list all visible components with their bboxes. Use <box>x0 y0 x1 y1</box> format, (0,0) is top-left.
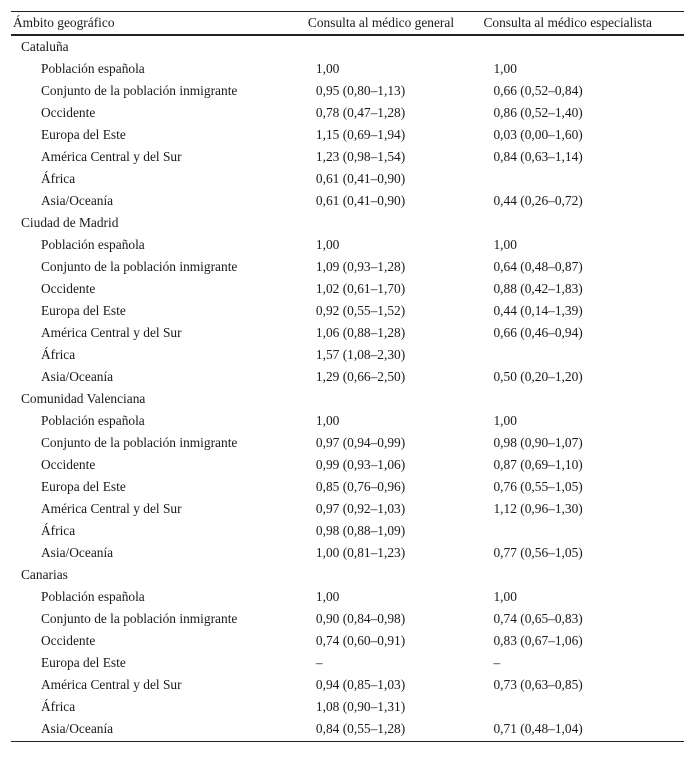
especialista-value: – <box>493 655 501 670</box>
especialista-value <box>483 696 684 718</box>
table-row <box>11 718 684 742</box>
especialista-value: 0,03 (0,00–1,60) <box>493 127 583 142</box>
table-row <box>11 278 684 300</box>
general-value: 1,00 <box>315 589 340 604</box>
results-table <box>11 11 684 742</box>
general-value: 1,23 (0,98–1,54) <box>315 149 406 164</box>
especialista-value: 0,64 (0,48–0,87) <box>493 259 583 274</box>
general-value: – <box>315 655 323 670</box>
especialista-value: 0,87 (0,69–1,10) <box>493 457 583 472</box>
general-value: 0,97 (0,94–0,99) <box>315 435 406 450</box>
general-value: 1,29 (0,66–2,50) <box>315 369 406 384</box>
general-value: 1,02 (0,61–1,70) <box>315 281 406 296</box>
table-row <box>11 234 684 256</box>
general-value: 0,84 (0,55–1,28) <box>315 721 406 736</box>
especialista-value <box>483 344 684 366</box>
region-row <box>11 388 684 410</box>
especialista-value: 0,84 (0,63–1,14) <box>493 149 583 164</box>
row-label: América Central y del Sur <box>41 149 182 164</box>
row-label: Asia/Oceanía <box>41 721 114 736</box>
general-value: 1,00 <box>315 237 340 252</box>
general-value: 1,00 (0,81–1,23) <box>315 545 406 560</box>
especialista-value: 0,88 (0,42–1,83) <box>493 281 583 296</box>
table-row <box>11 696 684 718</box>
row-label: Europa del Este <box>41 303 126 318</box>
region-row <box>11 212 684 234</box>
especialista-value: 1,12 (0,96–1,30) <box>493 501 583 516</box>
table-row <box>11 476 684 498</box>
row-label: Europa del Este <box>41 479 126 494</box>
general-value: 0,78 (0,47–1,28) <box>315 105 406 120</box>
row-label: Asia/Oceanía <box>41 193 114 208</box>
general-value: 0,74 (0,60–0,91) <box>315 633 406 648</box>
row-label: Conjunto de la población inmigrante <box>41 611 238 626</box>
row-label: Asia/Oceanía <box>41 369 114 384</box>
table-row <box>11 344 684 366</box>
general-value: 0,61 (0,41–0,90) <box>315 193 406 208</box>
general-value: 0,98 (0,88–1,09) <box>315 523 406 538</box>
especialista-value: 0,86 (0,52–1,40) <box>493 105 583 120</box>
table-row <box>11 652 684 674</box>
especialista-value: 0,50 (0,20–1,20) <box>493 369 583 384</box>
especialista-value: 0,66 (0,46–0,94) <box>493 325 583 340</box>
especialista-value: 0,73 (0,63–0,85) <box>493 677 583 692</box>
general-value: 0,90 (0,84–0,98) <box>315 611 406 626</box>
general-value: 0,97 (0,92–1,03) <box>315 501 406 516</box>
table-row <box>11 608 684 630</box>
row-label: Occidente <box>41 281 96 296</box>
table-row <box>11 542 684 564</box>
row-label: África <box>41 523 76 538</box>
table-row <box>11 432 684 454</box>
table-row <box>11 80 684 102</box>
header-especialista: Consulta al médico especialista <box>483 15 652 30</box>
row-label: África <box>41 347 76 362</box>
especialista-value: 0,71 (0,48–1,04) <box>493 721 583 736</box>
table-row <box>11 674 684 696</box>
row-label: Occidente <box>41 457 96 472</box>
header-row <box>11 12 684 36</box>
table-row <box>11 300 684 322</box>
row-label: Población española <box>41 413 145 428</box>
table-header <box>11 12 684 36</box>
row-label: Población española <box>41 61 145 76</box>
general-value: 1,00 <box>315 413 340 428</box>
region-row <box>11 564 684 586</box>
row-label: Occidente <box>41 633 96 648</box>
general-value: 0,94 (0,85–1,03) <box>315 677 406 692</box>
especialista-value: 0,77 (0,56–1,05) <box>493 545 583 560</box>
header-ambito: Ámbito geográfico <box>13 15 115 30</box>
table-row <box>11 454 684 476</box>
table-row <box>11 58 684 80</box>
row-label: América Central y del Sur <box>41 501 182 516</box>
header-general: Consulta al médico general <box>307 15 455 30</box>
general-value: 1,06 (0,88–1,28) <box>315 325 406 340</box>
results-table-container <box>11 11 684 742</box>
row-label: Conjunto de la población inmigrante <box>41 435 238 450</box>
table-row <box>11 256 684 278</box>
general-value: 1,00 <box>315 61 340 76</box>
region-name: Ciudad de Madrid <box>21 215 119 230</box>
row-label: Población española <box>41 237 145 252</box>
table-row <box>11 102 684 124</box>
especialista-value: 0,66 (0,52–0,84) <box>493 83 583 98</box>
row-label: Occidente <box>41 105 96 120</box>
table-row <box>11 586 684 608</box>
especialista-value: 0,74 (0,65–0,83) <box>493 611 583 626</box>
row-label: África <box>41 699 76 714</box>
row-label: América Central y del Sur <box>41 677 182 692</box>
general-value: 1,09 (0,93–1,28) <box>315 259 406 274</box>
table-row <box>11 322 684 344</box>
especialista-value: 1,00 <box>493 61 517 76</box>
region-name: Canarias <box>21 567 68 582</box>
row-label: África <box>41 171 76 186</box>
table-row <box>11 168 684 190</box>
especialista-value: 0,83 (0,67–1,06) <box>493 633 583 648</box>
region-name: Comunidad Valenciana <box>21 391 146 406</box>
region-row <box>11 35 684 58</box>
table-row <box>11 520 684 542</box>
row-label: Asia/Oceanía <box>41 545 114 560</box>
table-row <box>11 124 684 146</box>
table-body <box>11 35 684 742</box>
row-label: Europa del Este <box>41 655 126 670</box>
especialista-value: 0,76 (0,55–1,05) <box>493 479 583 494</box>
general-value: 0,85 (0,76–0,96) <box>315 479 406 494</box>
region-name: Cataluña <box>21 39 69 54</box>
especialista-value <box>483 520 684 542</box>
row-label: Europa del Este <box>41 127 126 142</box>
general-value: 0,92 (0,55–1,52) <box>315 303 406 318</box>
table-row <box>11 630 684 652</box>
especialista-value: 0,98 (0,90–1,07) <box>493 435 583 450</box>
row-label: Conjunto de la población inmigrante <box>41 83 238 98</box>
especialista-value: 1,00 <box>493 237 517 252</box>
table-row <box>11 190 684 212</box>
table-row <box>11 366 684 388</box>
especialista-value: 1,00 <box>493 589 517 604</box>
row-label: Conjunto de la población inmigrante <box>41 259 238 274</box>
table-row <box>11 498 684 520</box>
row-label: América Central y del Sur <box>41 325 182 340</box>
row-label: Población española <box>41 589 145 604</box>
general-value: 0,61 (0,41–0,90) <box>315 171 406 186</box>
especialista-value: 0,44 (0,26–0,72) <box>493 193 583 208</box>
table-row <box>11 410 684 432</box>
general-value: 1,15 (0,69–1,94) <box>315 127 406 142</box>
general-value: 0,95 (0,80–1,13) <box>315 83 406 98</box>
general-value: 0,99 (0,93–1,06) <box>315 457 406 472</box>
especialista-value: 0,44 (0,14–1,39) <box>493 303 583 318</box>
especialista-value: 1,00 <box>493 413 517 428</box>
general-value: 1,57 (1,08–2,30) <box>315 347 406 362</box>
general-value: 1,08 (0,90–1,31) <box>315 699 406 714</box>
table-row <box>11 146 684 168</box>
especialista-value <box>483 168 684 190</box>
